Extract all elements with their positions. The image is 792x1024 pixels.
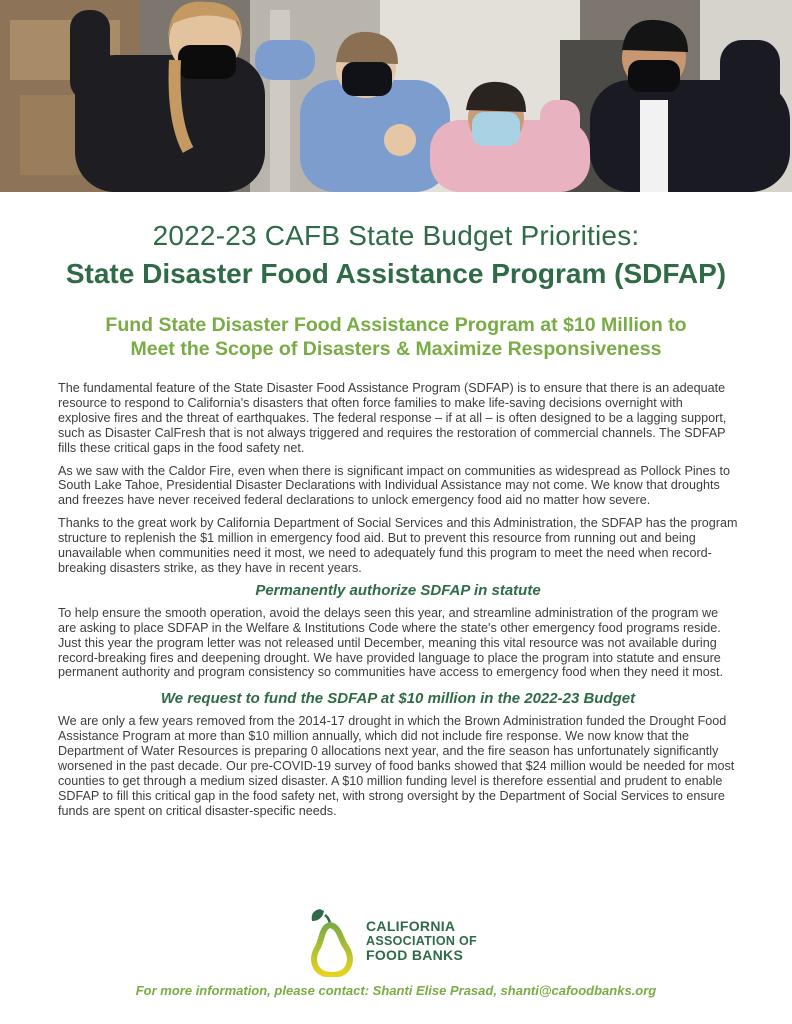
cafb-logo [306,905,496,977]
page-title-line2: State Disaster Food Assistance Program (SDFAP) [65,258,727,289]
page-title-line1: 2022-23 CAFB State Budget Priorities: [152,220,640,251]
subtitle-line2: Meet the Scope of Disasters & Maximize Responsiveness [130,338,662,360]
contact-footer: For more information, please contact: Shanti Elise Prasad, shanti@cafoodbanks.org [135,983,657,998]
logo-wordmark [366,919,506,963]
page-subtitle [40,313,752,361]
subtitle-line1: Fund State Disaster Food Assistance Program at $10 Million to [105,314,687,336]
section-heading-statute: Permanently authorize SDFAP in statute [255,581,541,599]
paragraph-statute: To help ensure the smooth operation, avoid the delays seen this year, and streamline administration of the program we are asking to place SDFAP in the Welfare & Institutions Code where the state's other emergency food programs reside. Just this year the program letter was not released until December, meaning this vital resource was not available during record-breaking fires and deepening drought. We have provided language to place the program into statute and ensure permanent authority and program consistency so communities have access to emergency food when they need it most. [58,605,724,680]
pear-icon [306,905,362,977]
hero-photo [0,0,792,192]
paragraph-cdss: Thanks to the great work by California Department of Social Services and this Administration, the SDFAP has the program structure to replenish the $1 million in emergency food aid. But to prevent this resource from running out and being unavailable when communities need it most, we need to adequately fund this program to meet the need when record-breaking disasters strike, as they have in recent years. [58,516,738,575]
document-body [58,381,738,827]
paragraph-funding: We are only a few years removed from the 2014-17 drought in which the Brown Administration funded the Drought Food Assistance Program at more than $10 million annually, which did not include fire response. We now know that the Department of Water Resources is preparing 0 allocations next year, and the fire season has unfortunately significantly worsened in the past decade. Our pre-COVID-19 survey of food banks showed that $24 million would be needed for most counties to get through a medium sized disaster. A $10 million funding level is therefore essential and prudent to enable SDFAP to fill this critical gap in the food safety net, with strong oversight by the Department of Social Services to ensure funds are spent on critical disaster-specific needs. [58,714,735,818]
logo-line1: CALIFORNIA [366,918,456,934]
paragraph-intro: The fundamental feature of the State Disaster Food Assistance Program (SDFAP) is to ensure that there is an adequate resource to respond to California's disasters that often force families to make life-saving decisions overnight with explosive fires and the threat of earthquakes. The federal response – if at all – is often designed to be a lagging support, such as Disaster CalFresh that is not always triggered and requires the restoration of commercial channels. The SDFAP fills these critical gaps in the food safety net. [58,381,727,455]
logo-line3: FOOD BANKS [366,947,464,963]
paragraph-caldor-fire: As we saw with the Caldor Fire, even when there is significant impact on communities as widespread as Pollock Pines to South Lake Tahoe, Presidential Disaster Declarations with Individual Assistance may not come. We know that droughts and freezes have never received federal declarations to unlock emergency food aid no matter how severe. [58,463,730,508]
section-heading-funding: We request to fund the SDFAP at $10 million in the 2022-23 Budget [160,690,636,708]
hero-photo-illustration [0,0,792,192]
logo-line2: ASSOCIATION OF [366,933,477,948]
